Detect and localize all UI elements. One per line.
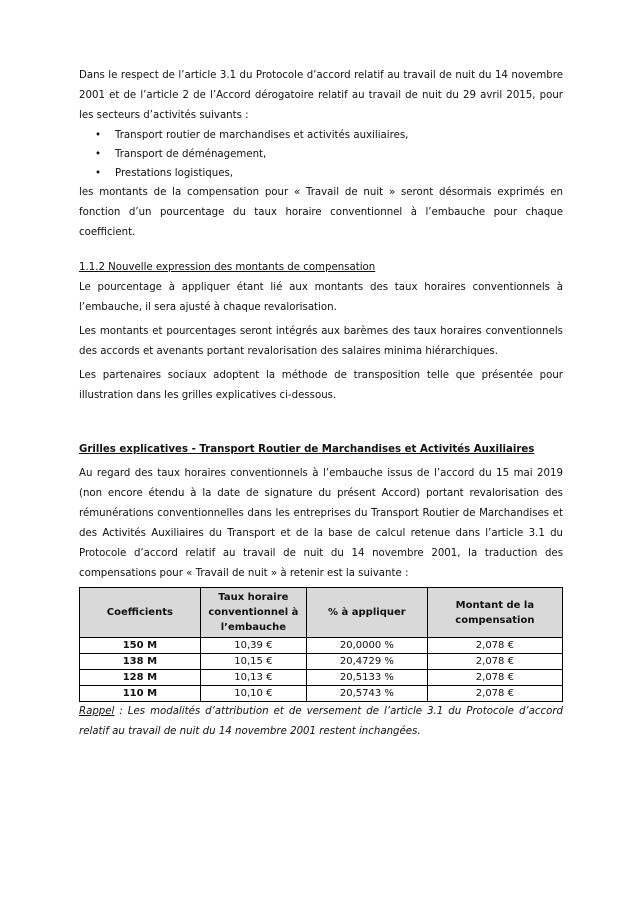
- section-paragraph: Les montants et pourcentages seront intégrés aux barèmes des taux horaires conventionnels des accords et avenants portant revalorisation des salaires minima hiérarchiques.: [79, 326, 563, 357]
- compensation-table: [79, 587, 563, 702]
- cell-coefficient: 128 M: [80, 670, 201, 686]
- cell-pourcentage: 20,5133 %: [307, 670, 428, 686]
- cell-taux: 10,13 €: [200, 670, 306, 686]
- list-item: • Prestations logistiques,: [79, 164, 563, 183]
- document-page: [79, 66, 563, 742]
- grilles-title: Grilles explicatives - Transport Routier de Marchandises et Activités Auxiliaires: [79, 444, 535, 455]
- grilles-paragraph: Au regard des taux horaires conventionnels à l’embauche issus de l’accord du 15 mai 2019 (non encore étendu à la date de signature du présent Accord) portant revalorisation des rémunérations conventionnelles dans les entreprises du Transport Routier de Marchandises et des Activités Auxiliaires du Transport et de la base de calcul retenue dans l’article 3.1 du Protocole d’accord relatif au travail de nuit du 14 novembre 2001, la traduction des compensations pour « Travail de nuit » à retenir est la suivante :: [79, 468, 563, 579]
- cell-taux: 10,39 €: [200, 638, 306, 654]
- cell-pourcentage: 20,4729 %: [307, 654, 428, 670]
- cell-pourcentage: 20,0000 %: [307, 638, 428, 654]
- section-paragraph: Le pourcentage à appliquer étant lié aux montants des taux horaires conventionnels à l’embauche, il sera ajusté à chaque revalorisation.: [79, 282, 563, 313]
- section-title-112: 1.1.2 Nouvelle expression des montants de compensation: [79, 262, 376, 273]
- header-taux-horaire: Taux horaire conventionnel à l’embauche: [200, 588, 306, 638]
- sector-list: [79, 126, 563, 183]
- cell-taux: 10,15 €: [200, 654, 306, 670]
- cell-taux: 10,10 €: [200, 686, 306, 702]
- header-pourcentage: % à appliquer: [307, 588, 428, 638]
- table-row: [80, 670, 563, 686]
- cell-coefficient: 150 M: [80, 638, 201, 654]
- table-row: [80, 686, 563, 702]
- cell-pourcentage: 20,5743 %: [307, 686, 428, 702]
- cell-montant: 2,078 €: [427, 686, 562, 702]
- list-item: • Transport de déménagement,: [79, 145, 563, 164]
- header-coefficients: Coefficients: [80, 588, 201, 638]
- table-header-row: [80, 588, 563, 638]
- cell-coefficient: 110 M: [80, 686, 201, 702]
- table-row: [80, 654, 563, 670]
- cell-montant: 2,078 €: [427, 654, 562, 670]
- section-paragraph: Les partenaires sociaux adoptent la méthode de transposition telle que présentée pour illustration dans les grilles explicatives ci-dessous.: [79, 370, 563, 401]
- rappel-note: [79, 702, 563, 742]
- bullet-icon: •: [95, 149, 102, 160]
- bullet-icon: •: [95, 168, 102, 179]
- bullet-icon: •: [95, 130, 102, 141]
- intro-paragraph: Dans le respect de l’article 3.1 du Protocole d’accord relatif au travail de nuit du 14 novembre 2001 et de l’article 2 de l’Accord dérogatoire relatif au travail de nuit du 29 avril 2015, pour les secteurs d’activités suivants :: [79, 70, 563, 121]
- rappel-text: : Les modalités d’attribution et de versement de l’article 3.1 du Protocole d’accord relatif au travail de nuit du 14 novembre 2001 restent inchangées.: [79, 706, 563, 737]
- rappel-label: Rappel: [79, 706, 115, 717]
- list-item: • Transport routier de marchandises et activités auxiliaires,: [79, 126, 563, 145]
- table-row: [80, 638, 563, 654]
- cell-montant: 2,078 €: [427, 638, 562, 654]
- header-montant: Montant de la compensation: [427, 588, 562, 638]
- cell-montant: 2,078 €: [427, 670, 562, 686]
- cell-coefficient: 138 M: [80, 654, 201, 670]
- intro-closing: les montants de la compensation pour « Travail de nuit » seront désormais exprimés en fonction d’un pourcentage du taux horaire conventionnel à l’embauche pour chaque coefficient.: [79, 187, 563, 238]
